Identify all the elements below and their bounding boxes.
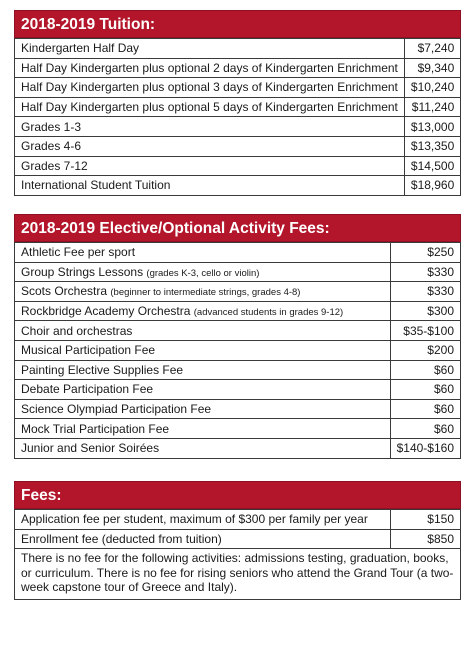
row-label-cell xyxy=(15,399,391,419)
row-label-cell xyxy=(15,39,405,59)
row-label-cell xyxy=(15,529,391,549)
row-label: Group Strings Lessons xyxy=(21,264,144,279)
row-price: $250 xyxy=(390,243,460,263)
row-label: Choir and orchestras xyxy=(21,323,133,338)
row-price: $330 xyxy=(390,262,460,282)
row-label-cell xyxy=(15,156,405,176)
row-price: $11,240 xyxy=(404,97,460,117)
row-label: Musical Participation Fee xyxy=(21,343,156,358)
row-label-cell xyxy=(15,97,405,117)
row-price: $60 xyxy=(390,360,460,380)
row-label: Junior and Senior Soirées xyxy=(21,441,160,456)
tuition-section xyxy=(14,10,461,196)
row-price: $13,350 xyxy=(404,136,460,156)
row-label: Grades 4-6 xyxy=(21,139,82,154)
row-label-cell xyxy=(15,340,391,360)
table-row xyxy=(15,301,461,321)
row-label-cell xyxy=(15,58,405,78)
table-row xyxy=(15,58,461,78)
row-label-cell xyxy=(15,360,391,380)
row-price: $60 xyxy=(390,380,460,400)
row-label-cell xyxy=(15,243,391,263)
row-label: Debate Participation Fee xyxy=(21,382,154,397)
row-label: Rockbridge Academy Orchestra xyxy=(21,304,191,319)
row-price: $300 xyxy=(390,301,460,321)
table-row xyxy=(15,510,461,530)
row-note: (advanced students in grades 9-12) xyxy=(193,307,344,319)
row-price: $10,240 xyxy=(404,78,460,98)
table-row xyxy=(15,39,461,59)
row-label-cell xyxy=(15,419,391,439)
row-label-cell xyxy=(15,438,391,458)
row-label-cell xyxy=(15,136,405,156)
row-label-cell xyxy=(15,176,405,196)
table-row xyxy=(15,380,461,400)
activity-fees-section xyxy=(14,214,461,459)
table-row xyxy=(15,117,461,137)
table-row xyxy=(15,243,461,263)
row-price: $330 xyxy=(390,282,460,302)
row-price: $18,960 xyxy=(404,176,460,196)
row-label: Science Olympiad Participation Fee xyxy=(21,402,212,417)
table-row xyxy=(15,282,461,302)
table-row xyxy=(15,360,461,380)
row-note: (grades K-3, cello or violin) xyxy=(146,267,260,279)
tuition-header: 2018-2019 Tuition: xyxy=(14,10,461,38)
table-row xyxy=(15,262,461,282)
row-label: Application fee per student, maximum of $300 per family per year xyxy=(21,512,368,527)
row-label: Mock Trial Participation Fee xyxy=(21,421,170,436)
row-label-cell xyxy=(15,117,405,137)
row-price: $14,500 xyxy=(404,156,460,176)
row-label: Kindergarten Half Day xyxy=(21,41,140,56)
table-row xyxy=(15,529,461,549)
row-label-cell xyxy=(15,282,391,302)
row-price: $35-$100 xyxy=(390,321,460,341)
row-price: $150 xyxy=(391,510,461,530)
table-row xyxy=(15,438,461,458)
row-price: $140-$160 xyxy=(390,438,460,458)
fees-table xyxy=(14,509,461,600)
table-row xyxy=(15,136,461,156)
activity-fees-table xyxy=(14,242,461,459)
activity-fees-header: 2018-2019 Elective/Optional Activity Fees: xyxy=(14,214,461,242)
row-label-cell xyxy=(15,380,391,400)
table-row xyxy=(15,321,461,341)
table-row xyxy=(15,399,461,419)
row-label: Painting Elective Supplies Fee xyxy=(21,362,184,377)
row-label: Athletic Fee per sport xyxy=(21,245,136,260)
row-label-cell xyxy=(15,262,391,282)
footnote-row xyxy=(15,549,461,600)
row-label-cell xyxy=(15,321,391,341)
row-label: Enrollment fee (deducted from tuition) xyxy=(21,531,222,546)
row-label: Half Day Kindergarten plus optional 3 days of Kindergarten Enrichment xyxy=(21,80,398,95)
tuition-table xyxy=(14,38,461,196)
row-label-cell xyxy=(15,78,405,98)
row-label: Grades 1-3 xyxy=(21,119,82,134)
row-note: (beginner to intermediate strings, grades 4-8) xyxy=(110,287,301,299)
table-row xyxy=(15,340,461,360)
row-label: Half Day Kindergarten plus optional 2 days of Kindergarten Enrichment xyxy=(21,60,398,75)
row-price: $9,340 xyxy=(404,58,460,78)
table-row xyxy=(15,419,461,439)
table-row xyxy=(15,176,461,196)
row-price: $13,000 xyxy=(404,117,460,137)
row-price: $7,240 xyxy=(404,39,460,59)
row-label-cell xyxy=(15,301,391,321)
row-label-cell xyxy=(15,510,391,530)
row-label: Grades 7-12 xyxy=(21,158,88,173)
table-row xyxy=(15,156,461,176)
fees-header: Fees: xyxy=(14,481,461,509)
row-price: $60 xyxy=(390,419,460,439)
fees-footnote: There is no fee for the following activities: admissions testing, graduation, books, or curriculum. There is no fee for rising seniors who attend the Grand Tour (a two-week capstone tour of Greece and Italy). xyxy=(15,549,461,600)
table-row xyxy=(15,78,461,98)
table-row xyxy=(15,97,461,117)
fees-section xyxy=(14,481,461,600)
row-price: $850 xyxy=(391,529,461,549)
row-price: $60 xyxy=(390,399,460,419)
row-label: International Student Tuition xyxy=(21,178,171,193)
row-label: Half Day Kindergarten plus optional 5 days of Kindergarten Enrichment xyxy=(21,100,398,115)
row-price: $200 xyxy=(390,340,460,360)
row-label: Scots Orchestra xyxy=(21,284,108,299)
